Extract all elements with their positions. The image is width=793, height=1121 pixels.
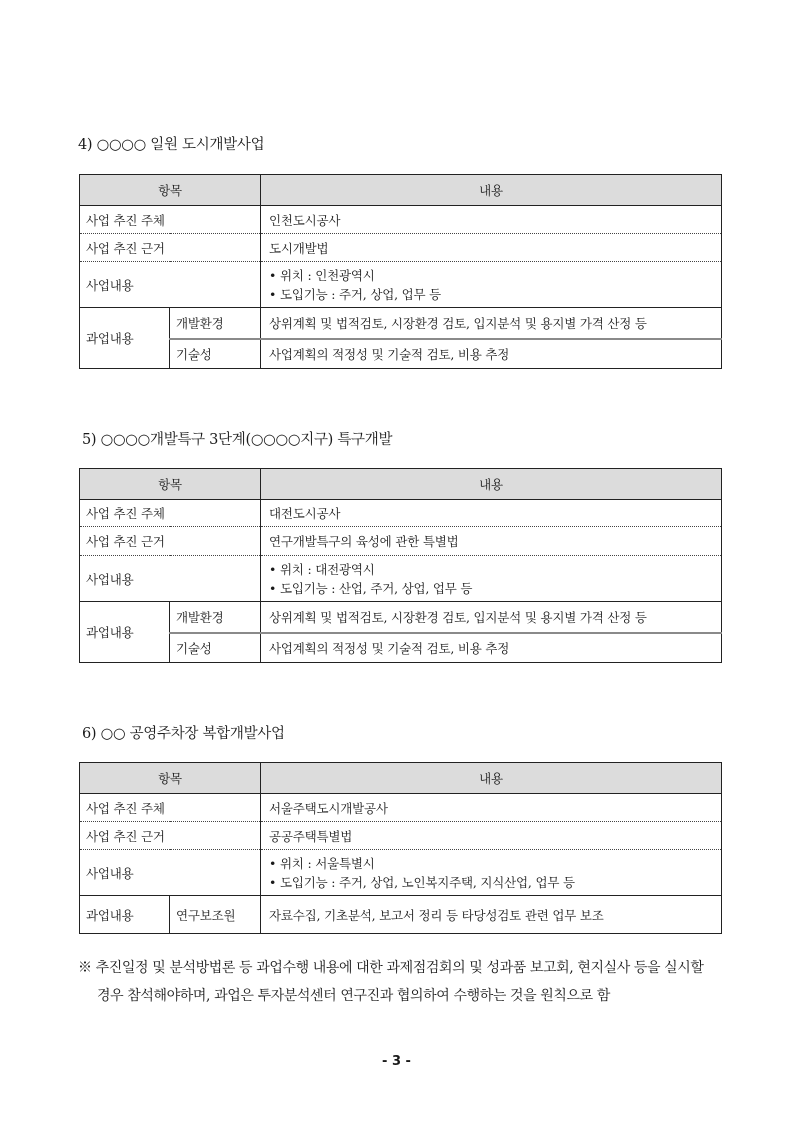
agency-label: 사업 추진 주체 [80, 206, 261, 234]
basis-value: 도시개발법 [261, 234, 722, 262]
bullet-location: • 위치 : 대전광역시 [269, 561, 375, 577]
project-label: 사업내용 [80, 850, 261, 896]
footnote-line-2: 경우 참석해야하며, 과업은 투자분석센터 연구진과 협의하여 수행하는 것을 원칙으로 함 [97, 988, 610, 1004]
task-sub-label: 기술성 [170, 339, 261, 369]
basis-label: 사업 추진 근거 [80, 234, 261, 262]
project-table-4 [79, 174, 722, 369]
basis-label: 사업 추진 근거 [80, 527, 261, 556]
basis-label: 사업 추진 근거 [80, 822, 261, 850]
header-item: 항목 [80, 175, 261, 206]
project-bullets [261, 556, 722, 602]
section-title-6: 6) ○○ 공영주차장 복합개발사업 [82, 726, 285, 742]
header-content: 내용 [261, 469, 722, 500]
task-sub-value: 자료수집, 기초분석, 보고서 정리 등 타당성검토 관련 업무 보조 [269, 907, 604, 923]
agency-value: 서울주택도시개발공사 [261, 794, 722, 822]
page-number: - 3 - [382, 1054, 411, 1069]
task-sub-label: 연구보조원 [170, 896, 261, 934]
bullet-functions: • 도입기능 : 산업, 주거, 상업, 업무 등 [269, 580, 473, 596]
basis-value: 연구개발특구의 육성에 관한 특별법 [261, 527, 722, 556]
bullet-location: • 위치 : 서울특별시 [269, 855, 375, 871]
header-content: 내용 [261, 175, 722, 206]
header-content: 내용 [261, 763, 722, 794]
bullet-functions: • 도입기능 : 주거, 상업, 업무 등 [269, 286, 442, 302]
task-label: 과업내용 [80, 602, 170, 663]
agency-value: 대전도시공사 [261, 500, 722, 527]
task-label: 과업내용 [80, 308, 170, 369]
task-label: 과업내용 [80, 896, 170, 934]
basis-value: 공공주택특별법 [261, 822, 722, 850]
task-sub-value: 상위계획 및 법적검토, 시장환경 검토, 입지분석 및 용지별 가격 산정 등 [261, 602, 722, 633]
header-item: 항목 [80, 763, 261, 794]
task-sub-label: 개발환경 [170, 602, 261, 633]
project-label: 사업내용 [80, 262, 261, 308]
project-table-6 [79, 762, 722, 934]
section-title-5: 5) ○○○○개발특구 3단계(○○○○지구) 특구개발 [82, 432, 393, 448]
bullet-location: • 위치 : 인천광역시 [269, 267, 375, 283]
task-sub-value: 상위계획 및 법적검토, 시장환경 검토, 입지분석 및 용지별 가격 산정 등 [261, 308, 722, 339]
agency-label: 사업 추진 주체 [80, 500, 261, 527]
header-item: 항목 [80, 469, 261, 500]
task-sub-label: 기술성 [170, 633, 261, 663]
task-sub-label: 개발환경 [170, 308, 261, 339]
footnote [78, 954, 728, 1010]
agency-label: 사업 추진 주체 [80, 794, 261, 822]
bullet-functions: • 도입기능 : 주거, 상업, 노인복지주택, 지식산업, 업무 등 [269, 874, 575, 890]
project-bullets [261, 850, 722, 896]
project-table-5 [79, 468, 722, 663]
project-label: 사업내용 [80, 556, 261, 602]
footnote-line-1: ※ 추진일정 및 분석방법론 등 과업수행 내용에 대한 과제점검회의 및 성과품 보고회, 현지실사 등을 실시할 [78, 960, 704, 976]
project-bullets [261, 262, 722, 308]
agency-value: 인천도시공사 [261, 206, 722, 234]
section-title-4: 4) ○○○○ 일원 도시개발사업 [78, 137, 265, 153]
task-sub-value: 사업계획의 적정성 및 기술적 검토, 비용 추정 [269, 346, 510, 362]
task-sub-value: 사업계획의 적정성 및 기술적 검토, 비용 추정 [269, 640, 510, 656]
